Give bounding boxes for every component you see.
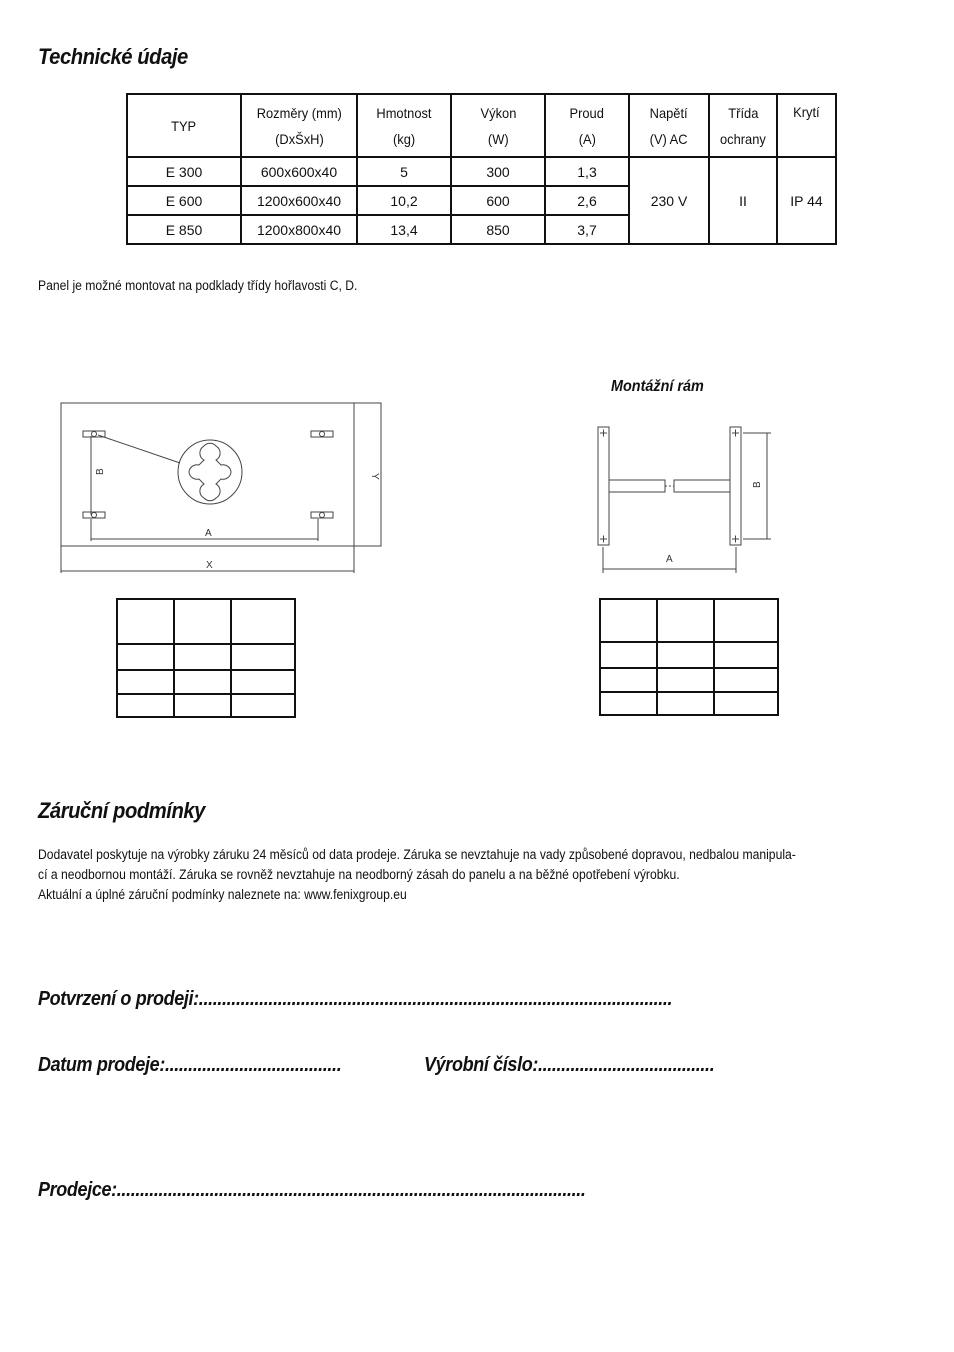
frame-caption: Montážní rám [611, 378, 704, 395]
header-rozmery: Rozměry (mm) (DxŠxH) [241, 94, 357, 157]
spec-table [126, 93, 837, 245]
cell-proud: 1,3 [545, 157, 629, 186]
header-vykon: Výkon (W) [451, 94, 545, 157]
header-hmotnost: Hmotnost (kg) [357, 94, 451, 157]
cell-hmotnost: 5 [357, 157, 451, 186]
warranty-line: cí a neodbornou montáží. Záruka se rovněž nevztahuje na neodborný zásah do panelu a na běžné opotřebení výrobku. [38, 867, 680, 882]
cell-typ: E 850 [127, 215, 241, 244]
cell-typ: E 300 [127, 157, 241, 186]
header-proud: Proud (A) [545, 94, 629, 157]
panel-label-x: X [206, 560, 213, 571]
cell-rozmery: 600x600x40 [241, 157, 357, 186]
cell-trida: II [709, 157, 777, 244]
cell-vykon: 850 [451, 215, 545, 244]
table-row [117, 670, 295, 694]
cell-vykon: 300 [451, 157, 545, 186]
frame-label-b: B [752, 481, 763, 488]
cell-proud: 2,6 [545, 186, 629, 215]
cell-hmotnost: 13,4 [357, 215, 451, 244]
header-trida: Třída ochrany [709, 94, 777, 157]
panel-dimension-table [116, 598, 296, 718]
warranty-line: Aktuální a úplné záruční podmínky naleznete na: www.fenixgroup.eu [38, 887, 407, 902]
cell-vykon: 600 [451, 186, 545, 215]
cell-rozmery: 1200x800x40 [241, 215, 357, 244]
spec-row [127, 157, 836, 186]
header-kryti: Krytí [777, 94, 836, 157]
sale-date-field[interactable]: Datum prodeje:...................................... [38, 1054, 342, 1076]
frame-label-a: A [666, 554, 673, 565]
table-row [117, 599, 295, 644]
cell-typ: E 600 [127, 186, 241, 215]
panel-label-a: A [205, 528, 212, 539]
table-row [117, 644, 295, 670]
cell-rozmery: 1200x600x40 [241, 186, 357, 215]
frame-diagram [590, 420, 785, 580]
mounting-note: Panel je možné montovat na podklady třídy hořlavosti C, D. [38, 278, 358, 293]
seller-field[interactable]: Prodejce:..................................................................................................... [38, 1179, 586, 1201]
cell-proud: 3,7 [545, 215, 629, 244]
tech-title: Technické údaje [38, 44, 188, 69]
warranty-line: Dodavatel poskytuje na výrobky záruku 24 měsíců od data prodeje. Záruka se nevztahuje na vady způsobené dopravou, nedbalou manipula- [38, 847, 796, 862]
serial-number-field[interactable]: Výrobní číslo:...................................... [424, 1054, 715, 1076]
header-typ: TYP [127, 94, 241, 157]
table-row [600, 599, 778, 642]
panel-label-y: Y [369, 473, 380, 480]
warranty-title: Záruční podmínky [38, 798, 205, 823]
frame-dimension-table [599, 598, 779, 716]
header-napeti: Napětí (V) AC [629, 94, 709, 157]
panel-label-b: B [95, 468, 106, 475]
cell-hmotnost: 10,2 [357, 186, 451, 215]
table-row [117, 694, 295, 717]
table-row [600, 642, 778, 668]
spec-header-row [127, 94, 836, 157]
sale-confirmation-field[interactable]: Potvrzení o prodeji:...................................................................................................... [38, 988, 673, 1010]
cell-kryti: IP 44 [777, 157, 836, 244]
panel-diagram [55, 395, 390, 580]
cell-napeti: 230 V [629, 157, 709, 244]
table-row [600, 668, 778, 692]
warranty-text [38, 845, 911, 905]
table-row [600, 692, 778, 715]
